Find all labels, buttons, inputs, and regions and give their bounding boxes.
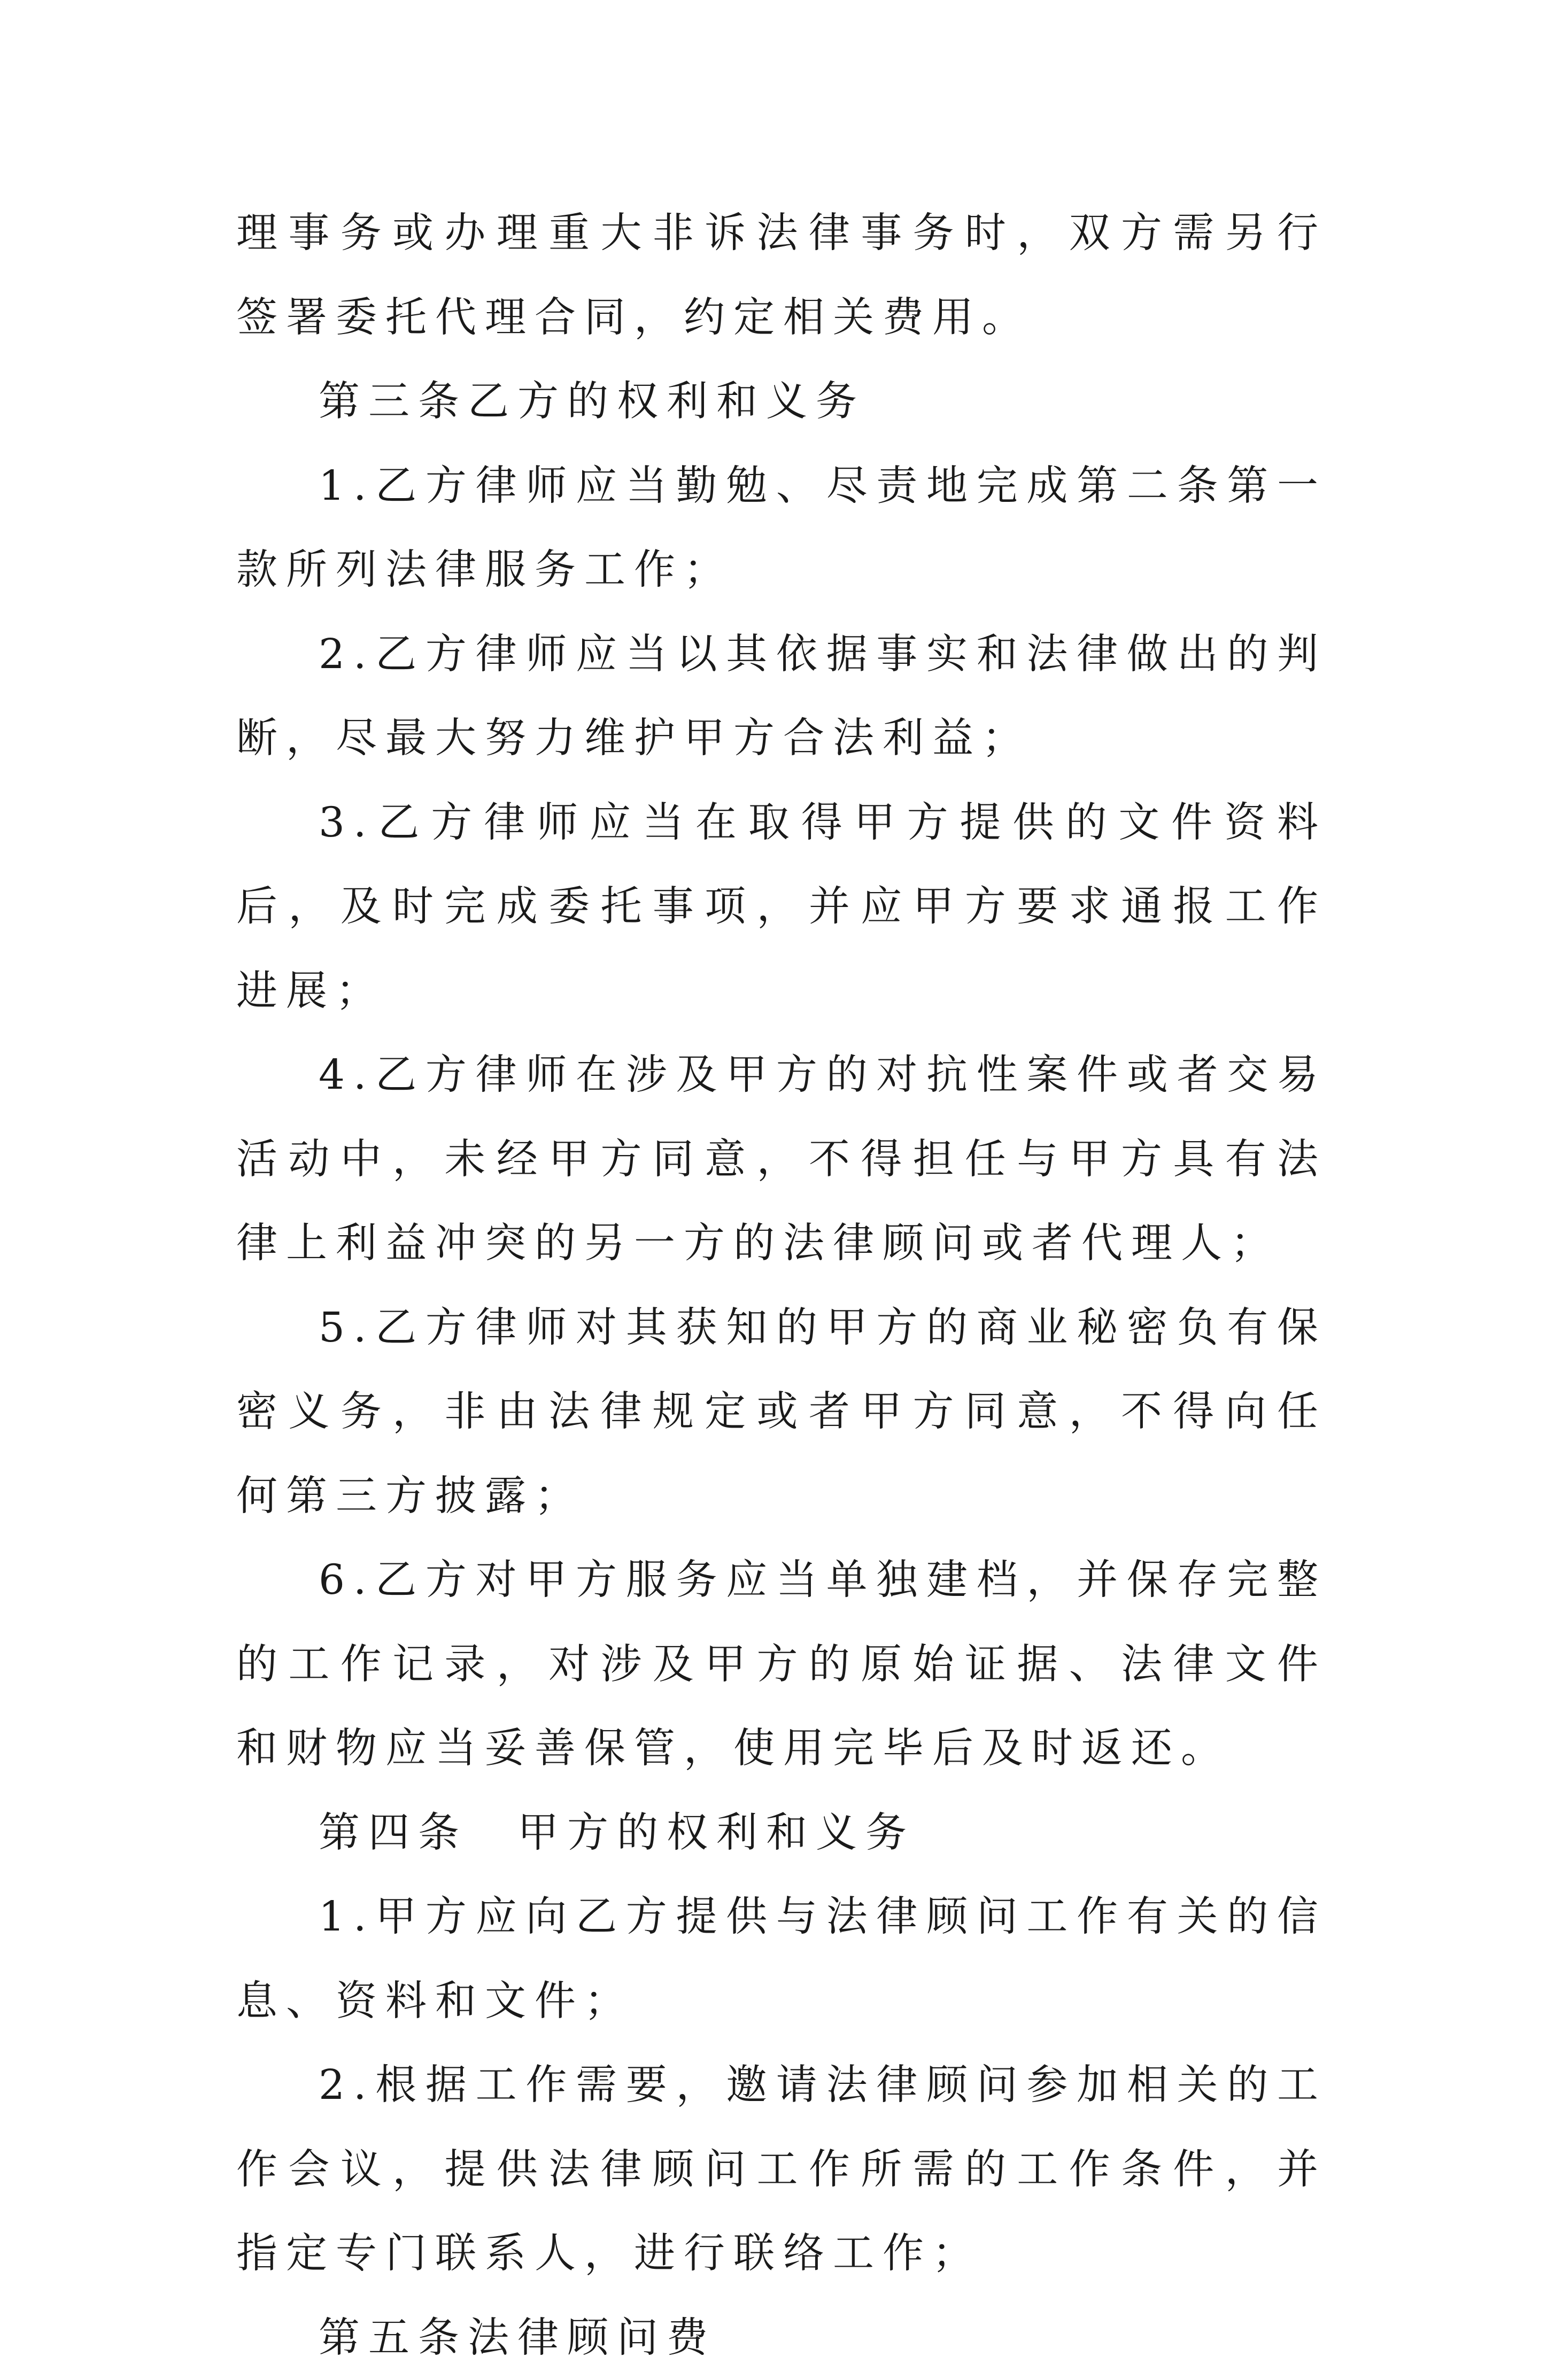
article-3-item-2: 2.乙方律师应当以其依据事实和法律做出的判断，尽最大努力维护甲方合法利益； [236, 613, 1327, 781]
article-3-item-4: 4.乙方律师在涉及甲方的对抗性案件或者交易活动中，未经甲方同意，不得担任与甲方具有法律上利益冲突的另一方的法律顾问或者代理人； [236, 1033, 1327, 1286]
article-3-item-3: 3.乙方律师应当在取得甲方提供的文件资料后，及时完成委托事项，并应甲方要求通报工作进展； [236, 781, 1327, 1034]
article-3-item-6: 6.乙方对甲方服务应当单独建档，并保存完整的工作记录，对涉及甲方的原始证据、法律文件和财物应当妥善保管，使用完毕后及时返还。 [236, 1538, 1327, 1791]
article-5-heading: 第五条法律顾问费 [236, 2296, 1327, 2380]
article-4-item-1: 1.甲方应向乙方提供与法律顾问工作有关的信息、资料和文件； [236, 1875, 1327, 2043]
paragraph-continuation: 理事务或办理重大非诉法律事务时，双方需另行签署委托代理合同，约定相关费用。 [236, 191, 1327, 360]
document-body [236, 191, 1327, 2380]
article-3-item-5: 5.乙方律师对其获知的甲方的商业秘密负有保密义务，非由法律规定或者甲方同意，不得向任何第三方披露； [236, 1286, 1327, 1539]
article-4-item-2: 2.根据工作需要，邀请法律顾问参加相关的工作会议，提供法律顾问工作所需的工作条件，并指定专门联系人，进行联络工作； [236, 2043, 1327, 2296]
article-4-heading: 第四条 甲方的权利和义务 [236, 1791, 1327, 1875]
article-3-item-1: 1.乙方律师应当勤勉、尽责地完成第二条第一款所列法律服务工作； [236, 444, 1327, 613]
article-3-heading: 第三条乙方的权利和义务 [236, 360, 1327, 444]
